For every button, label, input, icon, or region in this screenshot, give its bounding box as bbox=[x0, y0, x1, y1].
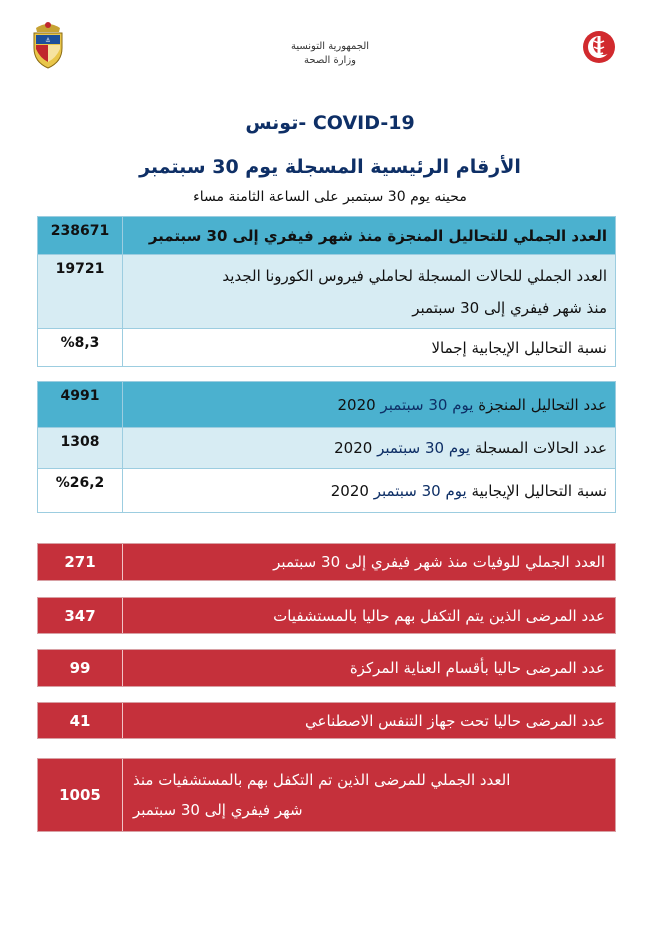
icu-value: 99 bbox=[38, 650, 123, 686]
positivity-overall-label: نسبة التحاليل الإيجابية إجمالا bbox=[123, 329, 616, 367]
daily-tests-year: 2020 bbox=[337, 395, 376, 414]
update-subtitle: محينه يوم 30 سبتمبر على الساعة الثامنة مساء bbox=[193, 189, 467, 205]
table-row bbox=[38, 217, 616, 255]
total-hospitalized-row bbox=[37, 758, 616, 832]
total-cases-value: 19721 bbox=[38, 255, 123, 329]
hospitalized-row bbox=[37, 597, 616, 634]
daily-cases-label-text: عدد الحالات المسجلة bbox=[474, 439, 607, 457]
daily-cases-value: 1308 bbox=[38, 428, 123, 469]
table-row bbox=[38, 329, 616, 367]
covid-title: COVID-19 -تونس bbox=[245, 112, 415, 134]
tunisia-coat-of-arms-icon bbox=[28, 18, 68, 70]
red-crescent-icon bbox=[582, 30, 616, 64]
daily-positivity-value: %26,2 bbox=[38, 469, 123, 513]
daily-positivity-label bbox=[123, 469, 616, 513]
daily-stats-table bbox=[37, 381, 616, 513]
deaths-row bbox=[37, 543, 616, 581]
svg-text:⚓: ⚓ bbox=[45, 37, 51, 44]
daily-tests-value: 4991 bbox=[38, 382, 123, 428]
icu-row bbox=[37, 649, 616, 687]
main-title: الأرقام الرئيسية المسجلة يوم 30 سبتمبر bbox=[139, 156, 521, 178]
total-hospitalized-label-line2: شهر فيفري إلى 30 سبتمبر bbox=[133, 801, 303, 819]
daily-positivity-year: 2020 bbox=[330, 481, 369, 500]
icu-label: عدد المرضى حاليا بأقسام العناية المركزة bbox=[349, 659, 605, 677]
total-cases-label-line1: العدد الجملي للحالات المسجلة لحاملي فيروس الكورونا الجديد bbox=[222, 266, 607, 285]
positivity-overall-value: %8,3 bbox=[38, 329, 123, 367]
daily-positivity-label-text: نسبة التحاليل الإيجابية bbox=[471, 481, 607, 500]
deaths-value: 271 bbox=[38, 544, 123, 580]
table-row bbox=[38, 428, 616, 469]
deaths-label: العدد الجملي للوفيات منذ شهر فيفري إلى 30 سبتمبر bbox=[273, 553, 605, 571]
daily-tests-label-text: عدد التحاليل المنجزة bbox=[478, 395, 607, 414]
daily-cases-date: يوم 30 سبتمبر bbox=[377, 439, 471, 457]
daily-positivity-date: يوم 30 سبتمبر bbox=[373, 481, 467, 500]
ventilator-row bbox=[37, 702, 616, 739]
table-row bbox=[38, 382, 616, 428]
total-hospitalized-label bbox=[123, 759, 615, 831]
daily-cases-label bbox=[123, 428, 616, 469]
daily-cases-year: 2020 bbox=[334, 439, 373, 457]
daily-tests-date: يوم 30 سبتمبر bbox=[380, 395, 474, 414]
total-tests-value: 238671 bbox=[38, 217, 123, 255]
ministry-name: وزارة الصحة bbox=[304, 55, 356, 66]
table-row bbox=[38, 469, 616, 513]
ventilator-label: عدد المرضى حاليا تحت جهاز التنفس الاصطناعي bbox=[305, 711, 605, 730]
total-tests-label: العدد الجملي للتحاليل المنجزة منذ شهر فيفري إلى 30 سبتمبر bbox=[123, 217, 616, 255]
republic-name: الجمهورية التونسية bbox=[290, 41, 370, 52]
hospitalized-label: عدد المرضى الذين يتم التكفل بهم حاليا بالمستشفيات bbox=[273, 606, 605, 625]
table-row bbox=[38, 255, 616, 329]
total-cases-label-line2: منذ شهر فيفري إلى 30 سبتمبر bbox=[412, 298, 607, 317]
cumulative-stats-table bbox=[37, 216, 616, 367]
ministry-header bbox=[230, 40, 430, 68]
ventilator-value: 41 bbox=[38, 703, 123, 738]
total-cases-label bbox=[123, 255, 616, 329]
hospitalized-value: 347 bbox=[38, 598, 123, 633]
total-hospitalized-value: 1005 bbox=[38, 759, 123, 831]
total-hospitalized-label-line1: العدد الجملي للمرضى الذين تم التكفل بهم بالمستشفيات منذ bbox=[133, 771, 511, 789]
daily-tests-label bbox=[123, 382, 616, 428]
